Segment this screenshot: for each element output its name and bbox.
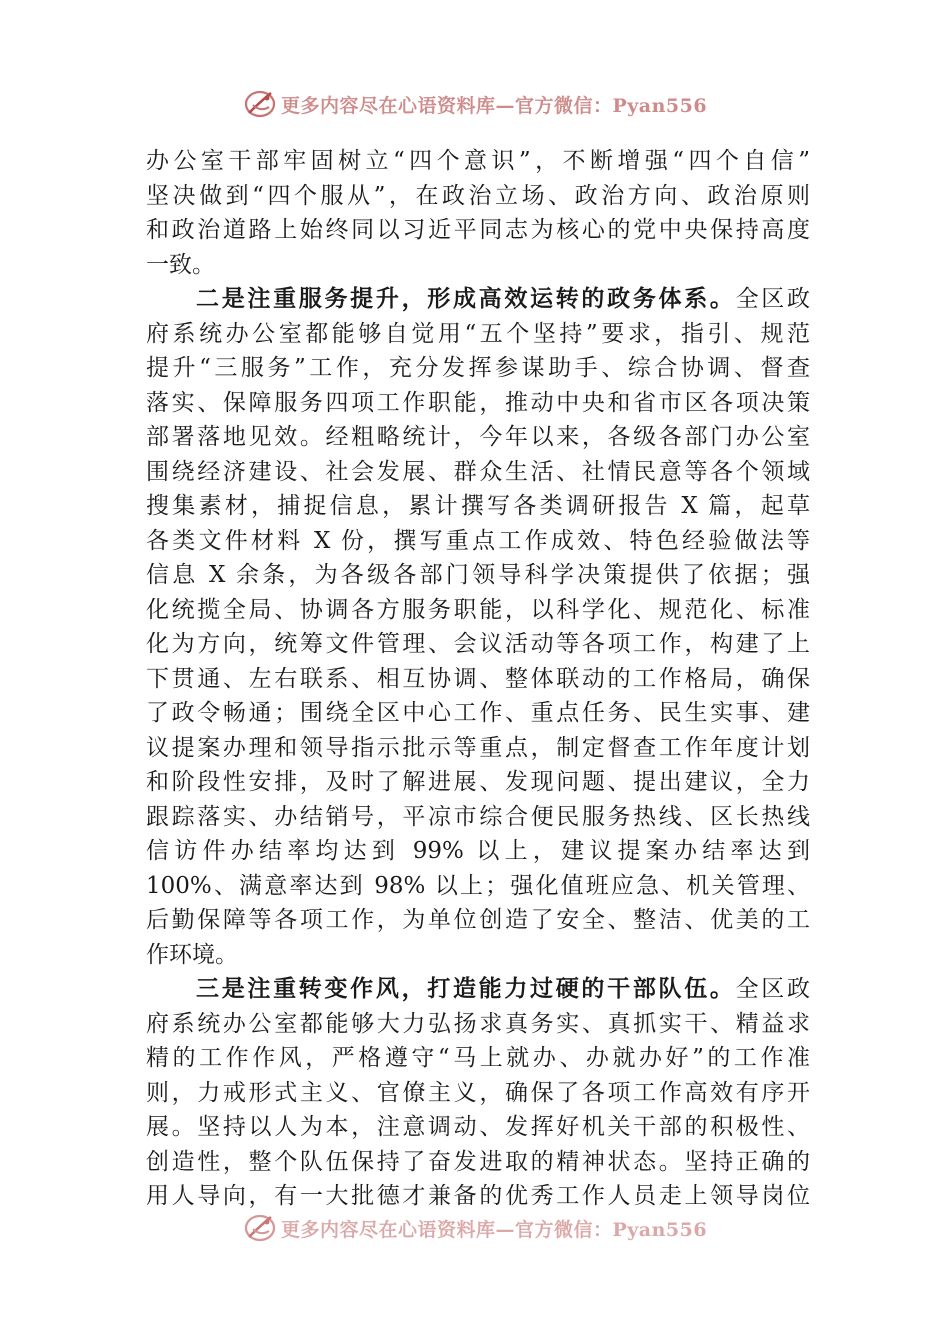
text-line: 后勤保障等各项工作，为单位创造了安全、整洁、优美的工 xyxy=(146,907,810,933)
paragraph-1 xyxy=(146,144,810,282)
watermark-banner-top xyxy=(0,84,950,124)
scroll-quill-logo-icon xyxy=(243,1211,277,1245)
text-line: 提升“三服务”工作，充分发挥参谋助手、综合协调、督查 xyxy=(146,355,810,381)
text-line: 搜集素材，捕捉信息，累计撰写各类调研报告 X 篇，起草 xyxy=(146,493,810,519)
paragraph-3 xyxy=(146,972,810,1214)
text-line: 信访件办结率均达到 99% 以上，建议提案办结率达到 xyxy=(146,838,810,864)
heading-continuation: 全区政 xyxy=(735,976,811,1002)
text-line: 各类文件材料 X 份，撰写重点工作成效、特色经验做法等 xyxy=(146,527,810,554)
text-line: 化为方向，统筹文件管理、会议活动等各项工作，构建了上 xyxy=(146,631,810,657)
text-line: 了政令畅通；围绕全区中心工作、重点任务、民生实事、建 xyxy=(146,700,810,726)
paragraph-heading: 三是注重转变作风，打造能力过硬的干部队伍。 xyxy=(196,975,736,1002)
heading-continuation: 全区政 xyxy=(735,286,811,312)
watermark-text: 更多内容尽在心语资料库—官方微信：Pyan556 xyxy=(280,1218,708,1241)
text-line: 办公室干部牢固树立“四个意识”，不断增强“四个自信” xyxy=(146,148,810,174)
text-line: 议提案办理和领导指示批示等重点，制定督查工作年度计划 xyxy=(146,734,810,761)
paragraph-first-line xyxy=(146,972,810,1007)
scroll-quill-logo-icon xyxy=(243,87,277,121)
text-line: 一致。 xyxy=(146,251,215,278)
text-line: 下贯通、左右联系、相互协调、整体联动的工作格局，确保 xyxy=(146,665,810,692)
paragraph-2 xyxy=(146,282,810,972)
watermark-text: 更多内容尽在心语资料库—官方微信：Pyan556 xyxy=(280,94,708,117)
watermark-banner-bottom xyxy=(0,1208,950,1248)
text-line: 跟踪落实、办结销号，平凉市综合便民服务热线、区长热线 xyxy=(146,803,810,830)
text-line: 展。坚持以人为本，注意调动、发挥好机关干部的积极性、 xyxy=(146,1114,810,1140)
text-line: 府系统办公室都能够自觉用“五个坚持”要求，指引、规范 xyxy=(146,320,810,347)
text-line: 和政治道路上始终同以习近平同志为核心的党中央保持高度 xyxy=(146,217,810,243)
text-line: 信息 X 余条，为各级各部门领导科学决策提供了依据；强 xyxy=(146,562,810,588)
text-line: 和阶段性安排，及时了解进展、发现问题、提出建议，全力 xyxy=(146,769,810,795)
text-line: 坚决做到“四个服从”，在政治立场、政治方向、政治原则 xyxy=(146,182,810,209)
paragraph-first-line xyxy=(146,282,810,317)
text-line: 围绕经济建设、社会发展、群众生活、社情民意等各个领域 xyxy=(146,458,810,485)
text-line: 精的工作作风，严格遵守“马上就办、办就办好”的工作准 xyxy=(146,1045,810,1071)
text-line: 作环境。 xyxy=(146,941,238,968)
text-line: 创造性，整个队伍保持了奋发进取的精神状态。坚持正确的 xyxy=(146,1148,810,1175)
paragraph-heading: 二是注重服务提升，形成高效运转的政务体系。 xyxy=(196,285,736,312)
text-line: 100%、满意率达到 98% 以上；强化值班应急、机关管理、 xyxy=(146,872,810,899)
document-body xyxy=(146,144,810,1214)
text-line: 府系统办公室都能够大力弘扬求真务实、真抓实干、精益求 xyxy=(146,1010,810,1037)
text-line: 部署落地见效。经粗略统计，今年以来，各级各部门办公室 xyxy=(146,424,810,450)
text-line: 则，力戒形式主义、官僚主义，确保了各项工作高效有序开 xyxy=(146,1079,810,1106)
text-line: 落实、保障服务四项工作职能，推动中央和省市区各项决策 xyxy=(146,389,810,416)
text-line: 化统揽全局、协调各方服务职能，以科学化、规范化、标准 xyxy=(146,596,810,623)
text-line: 用人导向，有一大批德才兼备的优秀工作人员走上领导岗位 xyxy=(146,1183,810,1209)
